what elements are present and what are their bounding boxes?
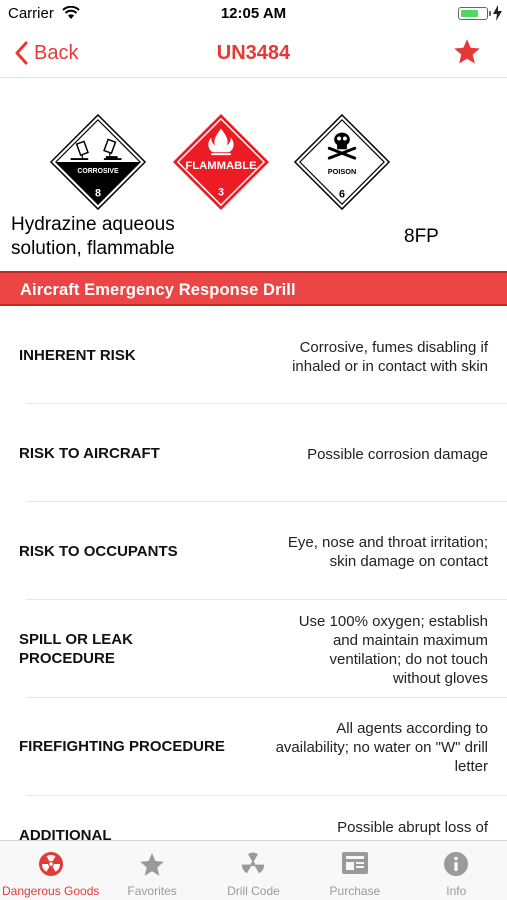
row-value: Possible corrosion damage bbox=[307, 446, 488, 463]
row-label: INHERENT RISK bbox=[19, 347, 136, 364]
drill-table[interactable] bbox=[0, 306, 507, 840]
row-value: Use 100% oxygen; establish and maintain maximum ventilation; do not touch without gloves bbox=[298, 613, 488, 687]
carrier-label: Carrier bbox=[8, 5, 54, 22]
drill-row-spill-or-leak bbox=[0, 600, 507, 698]
row-label: ADDITIONAL bbox=[19, 827, 112, 840]
charging-bolt-icon bbox=[493, 5, 502, 21]
corrosive-placard-icon bbox=[49, 113, 147, 211]
back-label: Back bbox=[34, 41, 79, 64]
poison-class-number: 6 bbox=[339, 188, 345, 201]
flammable-placard-label: FLAMMABLE bbox=[185, 159, 257, 172]
poison-placard-icon bbox=[293, 113, 391, 211]
newspaper-icon bbox=[341, 851, 369, 875]
row-label: SPILL OR LEAK PROCEDURE bbox=[19, 631, 133, 667]
drill-row-inherent-risk bbox=[0, 306, 507, 404]
battery-icon bbox=[458, 7, 488, 20]
corrosive-class-number: 8 bbox=[95, 187, 101, 200]
drill-row-risk-to-occupants bbox=[0, 502, 507, 600]
favorite-star-button[interactable] bbox=[452, 37, 482, 67]
tab-label: Drill Code bbox=[227, 884, 280, 898]
drill-row-additional bbox=[0, 796, 507, 840]
substance-name-line: Hydrazine aqueous bbox=[11, 214, 175, 235]
chevron-left-icon bbox=[14, 41, 28, 65]
tab-label: Favorites bbox=[127, 884, 177, 898]
flammable-placard-icon bbox=[172, 113, 270, 211]
drill-section-title: Aircraft Emergency Response Drill bbox=[20, 281, 296, 299]
erg-drill-code: 8FP bbox=[404, 226, 439, 247]
row-label: FIREFIGHTING PROCEDURE bbox=[19, 738, 225, 755]
poison-placard-label: POISON bbox=[327, 166, 357, 176]
tab-drill-code[interactable] bbox=[203, 841, 304, 900]
page-title: UN3484 bbox=[216, 42, 291, 64]
row-value: Possible abrupt loss of bbox=[337, 819, 488, 836]
drill-row-firefighting bbox=[0, 698, 507, 796]
tab-favorites[interactable] bbox=[101, 841, 202, 900]
tab-purchase[interactable] bbox=[304, 841, 405, 900]
drill-section-header bbox=[0, 271, 507, 306]
tab-bar bbox=[0, 840, 507, 900]
substance-summary bbox=[0, 79, 507, 271]
trefoil-icon bbox=[240, 851, 266, 877]
battery-tip bbox=[489, 11, 491, 16]
drill-row-risk-to-aircraft bbox=[0, 404, 507, 502]
substance-name bbox=[11, 213, 251, 261]
tab-dangerous-goods[interactable] bbox=[0, 841, 101, 900]
clock: 12:05 AM bbox=[220, 5, 287, 22]
row-value: Eye, nose and throat irritation; skin damage on contact bbox=[287, 534, 488, 570]
back-button[interactable] bbox=[14, 37, 78, 69]
status-bar bbox=[0, 0, 507, 28]
row-label: RISK TO OCCUPANTS bbox=[19, 543, 178, 560]
corrosive-placard-label: CORROSIVE bbox=[77, 167, 119, 175]
star-icon bbox=[138, 851, 166, 879]
substance-name-line: solution, flammable bbox=[11, 238, 175, 259]
navigation-bar bbox=[0, 28, 507, 78]
tab-label: Purchase bbox=[329, 884, 381, 898]
row-value: All agents according to availability; no water on "W" drill letter bbox=[275, 720, 488, 775]
row-value: Corrosive, fumes disabling if inhaled or in contact with skin bbox=[292, 339, 488, 375]
radiation-icon bbox=[38, 851, 64, 877]
row-label: RISK TO AIRCRAFT bbox=[19, 445, 160, 462]
tab-label: Info bbox=[446, 884, 467, 898]
flammable-class-number: 3 bbox=[218, 186, 224, 199]
info-icon bbox=[443, 851, 469, 877]
tab-label: Dangerous Goods bbox=[1, 884, 100, 898]
tab-info[interactable] bbox=[406, 841, 507, 900]
